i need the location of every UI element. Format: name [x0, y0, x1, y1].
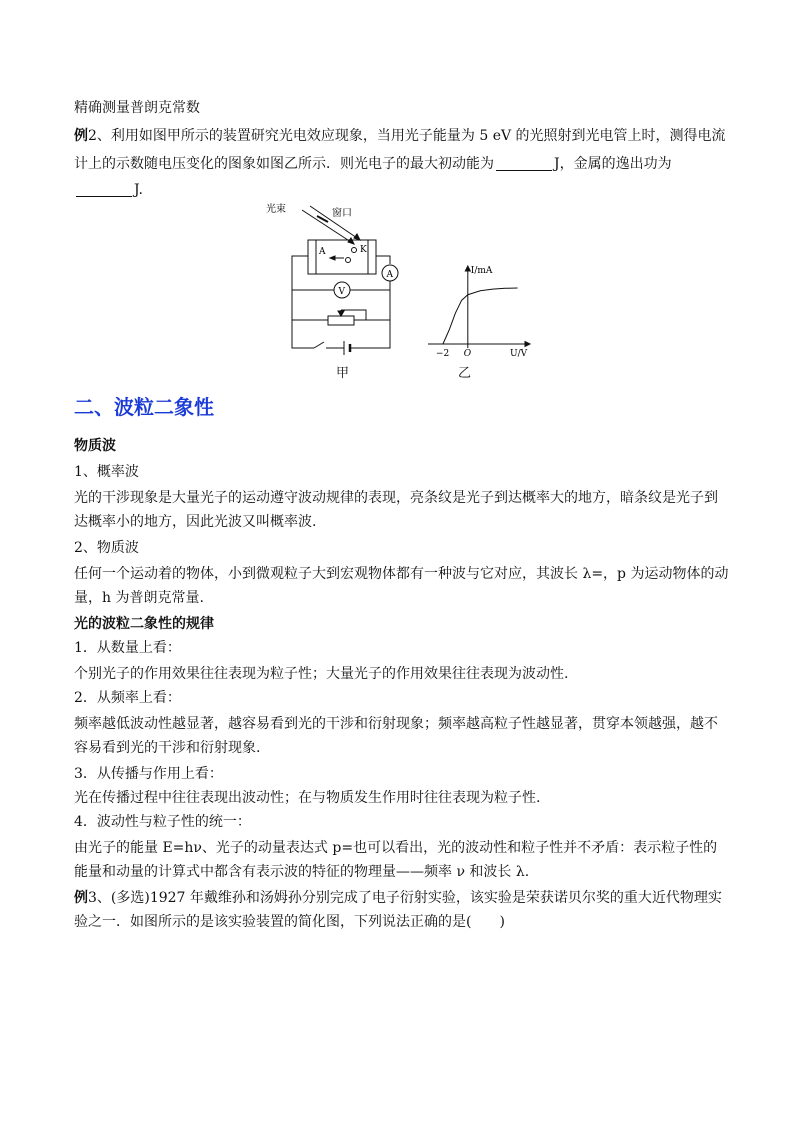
example2-label: 例: [74, 128, 88, 144]
left-wire: [292, 256, 314, 348]
chart-origin-label: O: [463, 349, 472, 359]
example2-text2a: 计上的示数随电压变化的图象如图乙所示．则光电子的最大初动能为: [74, 156, 494, 172]
law4-text2: 能量和动量的计算式中都含有表示波的特征的物理量——频率 ν 和波长 λ.: [74, 864, 530, 880]
item2-text1: 任何一个运动着的物体，小到微观粒子大到宏观物体都有一种波与它对应，其波长 λ=，p 为运动物体的动: [74, 566, 729, 582]
law4-text1: 由光子的能量 E=hν、光子的动量表达式 p=也可以看出，光的波动性和粒子性并不矛盾：表示粒子性的: [74, 840, 718, 856]
law2-text1: 频率越低波动性越显著，越容易看到光的干涉和衍射现象；频率越高粒子性越显著，贯穿本领越强，越不: [74, 716, 718, 732]
electron-dot-1: [352, 248, 357, 253]
electron-arrow-head: [330, 256, 335, 260]
chart-x-axis-arrow: [525, 342, 530, 347]
chart-xlabel: U/V: [510, 349, 528, 359]
law1-text: 个别光子的作用效果往往表现为粒子性；大量光子的作用效果往往表现为波动性.: [74, 666, 569, 682]
item1-text2: 达概率小的地方，因此光波又叫概率波.: [74, 514, 317, 530]
switch-blade: [314, 342, 324, 348]
example3-line1: [74, 888, 722, 908]
electron-dot-2: [346, 258, 351, 263]
label-anode: A: [319, 247, 326, 257]
example2-text1: 2、利用如图甲所示的装置研究光电效应现象，当用光子能量为 5 eV 的光照射到光电管上时，测得电流: [88, 128, 726, 144]
voltmeter-label: V: [338, 287, 345, 297]
example2-line2: [74, 154, 672, 174]
right-wire: [358, 281, 390, 348]
example3-line2: 验之一．如图所示的是该实验装置的简化图，下列说法正确的是( ): [74, 914, 505, 930]
rheostat: [328, 316, 354, 325]
law3-title: 3．从传播与作用上看：: [74, 766, 223, 782]
law4-title: 4．波动性与粒子性的统一：: [74, 814, 251, 830]
beam-arrow-2: [354, 234, 360, 240]
slider-arrow: [338, 311, 344, 316]
example2-text3b: J.: [134, 182, 143, 198]
chart-ylabel: I/mA: [470, 266, 493, 276]
top-heading: 精确测量普朗克常数: [74, 100, 200, 116]
ammeter-label: A: [386, 270, 393, 280]
item2-text2: 量，h 为普朗克常量.: [74, 590, 204, 606]
label-window: 窗口: [332, 208, 352, 219]
item1-text1: 光的干涉现象是大量光子的运动遵守波动规律的表现，亮条纹是光子到达概率大的地方，暗条纹是光子到: [74, 490, 718, 506]
example2-line3: [74, 180, 143, 200]
example3-label: 例: [74, 890, 88, 906]
answer-blank-work-function[interactable]: [76, 182, 132, 197]
law1-title: 1．从数量上看：: [74, 640, 181, 656]
law-heading: 光的波粒二象性的规律: [74, 616, 214, 632]
beam-arrow-1: [348, 238, 354, 244]
item1-title: 1、概率波: [74, 464, 139, 480]
figure-jia-circuit: [262, 198, 412, 368]
chart-y-axis-arrow: [465, 266, 470, 271]
caption-jia: 甲: [336, 366, 350, 381]
label-beam: 光束: [266, 204, 286, 215]
section-title: 二、波粒二象性: [74, 395, 214, 419]
chart-series-line: [443, 288, 518, 344]
matter-wave-heading: 物质波: [74, 438, 116, 454]
law2-text2: 容易看到光的干涉和衍射现象.: [74, 740, 261, 756]
example2-line1: [74, 126, 726, 146]
figure-yi-chart: [424, 264, 536, 360]
caption-yi: 乙: [458, 366, 472, 381]
label-cathode: K: [360, 245, 367, 255]
law2-title: 2．从频率上看：: [74, 690, 181, 706]
right-wire-top: [376, 256, 390, 264]
chart-tick-neg2: −2: [435, 349, 450, 359]
example2-text2b: J，金属的逸出功为: [554, 156, 672, 172]
item2-title: 2、物质波: [74, 540, 139, 556]
answer-blank-kinetic-energy[interactable]: [496, 156, 552, 171]
law3-text: 光在传播过程中往往表现出波动性；在与物质发生作用时往往表现为粒子性.: [74, 790, 541, 806]
example3-text1: 3、(多选)1927 年戴维孙和汤姆孙分别完成了电子衍射实验，该实验是荣获诺贝尔奖的重大近代物理实: [88, 890, 722, 906]
